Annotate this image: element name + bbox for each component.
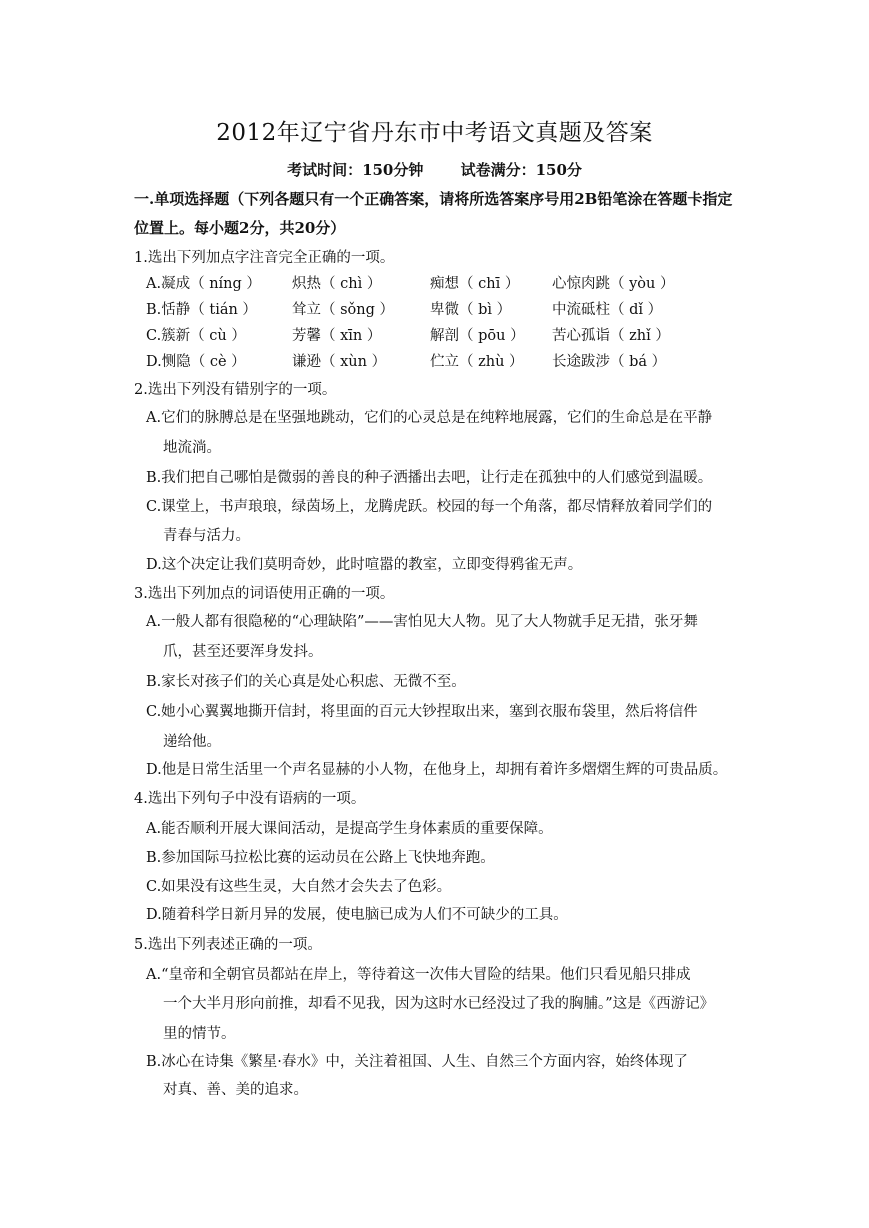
option-line: B.家长对孩子们的关心真是处心积虑、无微不至。 — [146, 674, 466, 690]
full-score: 试卷满分：150分 — [460, 161, 582, 179]
option-line: B.参加国际马拉松比赛的运动员在公路上飞快地奔跑。 — [146, 850, 495, 866]
option-line: A.它们的脉膊总是在坚强地跳动，它们的心灵总是在纯粹地展露，它们的生命总是在平静 — [146, 410, 713, 426]
option-line: A.能否顺利开展大课间活动，是提高学生身体素质的重要保障。 — [146, 821, 553, 837]
q1-option-cell: A.凝成（ níng ） — [146, 276, 261, 292]
question-stem: 5.选出下列表述正确的一项。 — [134, 937, 322, 953]
q1-option-cell: 卑微（ bì ） — [430, 302, 512, 318]
q1-option-cell: 炽热（ chì ） — [292, 276, 382, 292]
question-stem: 3.选出下列加点的词语使用正确的一项。 — [134, 586, 395, 602]
option-line: B.冰心在诗集《繁星·春水》中，关注着祖国、人生、自然三个方面内容，始终体现了 — [146, 1054, 688, 1070]
q1-option-cell: 伫立（ zhù ） — [430, 354, 524, 370]
document-title: 2012年辽宁省丹东市中考语文真题及答案 — [216, 120, 653, 146]
option-line: C.如果没有这些生灵，大自然才会失去了色彩。 — [146, 879, 452, 895]
option-line: D.随着科学日新月异的发展，使电脑已成为人们不可缺少的工具。 — [146, 907, 568, 923]
option-line: A.“皇帝和全朝官员都站在岸上，等待着这一次伟大冒险的结果。他们只看见船只排成 — [146, 967, 691, 983]
option-line: 里的情节。 — [163, 1026, 236, 1042]
q1-option-cell: 解剖（ pōu ） — [430, 328, 525, 344]
exam-time: 考试时间：150分钟 — [287, 161, 424, 179]
option-line: C.课堂上，书声琅琅，绿茵场上，龙腾虎跃。校园的每一个角落，都尽情释放着同学们的 — [146, 499, 713, 515]
option-line: C.她小心翼翼地撕开信封，将里面的百元大钞捏取出来，塞到衣服布袋里，然后将信件 — [146, 704, 698, 720]
question-stem: 4.选出下列句子中没有语病的一项。 — [134, 791, 366, 807]
exam-meta — [0, 159, 869, 180]
q1-option-cell: 中流砥柱（ dǐ ） — [552, 302, 663, 318]
q1-option-cell: 耸立（ sǒng ） — [292, 302, 395, 318]
question-stem: 2.选出下列没有错别字的一项。 — [134, 382, 337, 398]
option-line: 一个大半月形向前推，却看不见我，因为这时水已经没过了我的胸脯。”这是《西游记》 — [163, 996, 715, 1012]
option-line: 地流淌。 — [163, 440, 221, 456]
q1-option-cell: 长途跋涉（ bá ） — [552, 354, 667, 370]
option-line: 递给他。 — [163, 734, 221, 750]
q1-option-cell: D.恻隐（ cè ） — [146, 354, 246, 370]
q1-option-cell: 痴想（ chī ） — [430, 276, 520, 292]
option-line: B.我们把自己哪怕是微弱的善良的种子洒播出去吧，让行走在孤独中的人们感觉到温暖。 — [146, 470, 713, 486]
q1-option-cell: 芳馨（ xīn ） — [292, 328, 382, 344]
q1-option-cell: 心惊肉跳（ yòu ） — [552, 276, 675, 292]
question-stem: 1.选出下列加点字注音完全正确的一项。 — [134, 250, 395, 266]
q1-option-cell: 苦心孤诣（ zhǐ ） — [552, 328, 670, 344]
q1-option-cell: 谦逊（ xùn ） — [292, 354, 387, 370]
q1-option-cell: B.恬静（ tián ） — [146, 302, 257, 318]
option-line: D.这个决定让我们莫明奇妙，此时喧嚣的教室，立即变得鸦雀无声。 — [146, 557, 583, 573]
option-line: A.一般人都有很隐秘的“心理缺陷”——害怕见大人物。见了大人物就手足无措，张牙舞 — [146, 614, 698, 630]
option-line: 青春与活力。 — [163, 528, 250, 544]
option-line: 对真、善、美的追求。 — [163, 1082, 308, 1098]
section-heading: 一.单项选择题（下列各题只有一个正确答案，请将所选答案序号用2B铅笔涂在答题卡指定位置上。每小题2分，共20分） — [134, 190, 733, 237]
option-line: D.他是日常生活里一个声名显赫的小人物，在他身上，却拥有着许多熠熠生辉的可贵品质。 — [146, 762, 728, 778]
option-line: 爪，甚至还要浑身发抖。 — [163, 644, 323, 660]
q1-option-cell: C.簇新（ cù ） — [146, 328, 246, 344]
